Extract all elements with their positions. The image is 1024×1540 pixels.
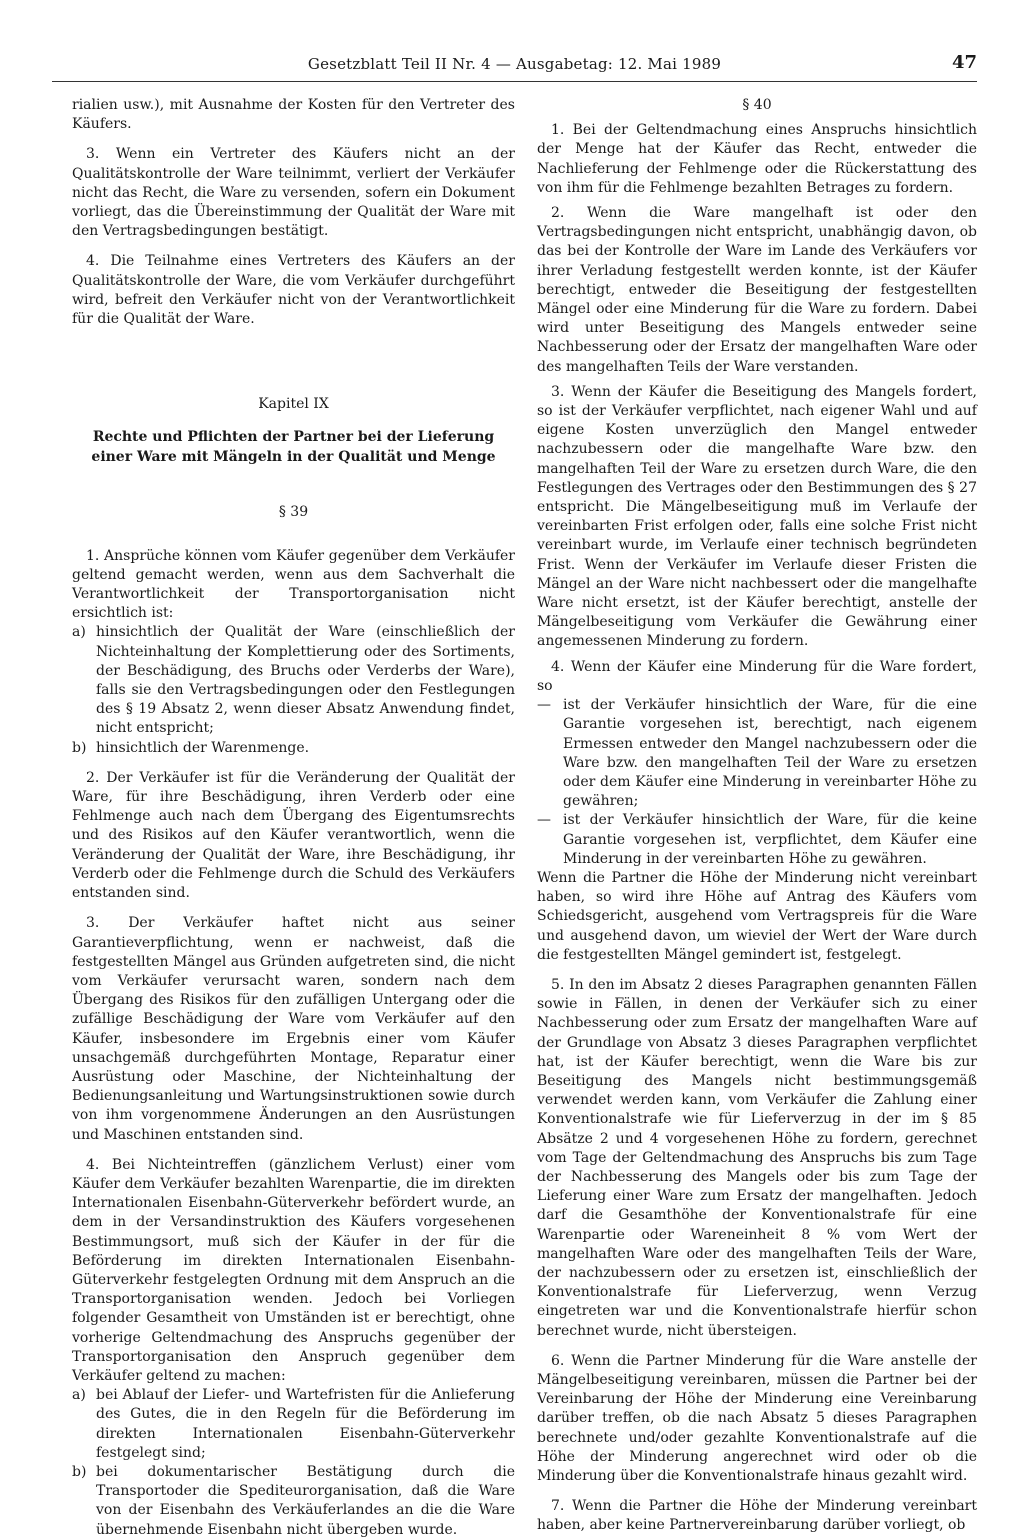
s40-paragraph-3: 3. Wenn der Käufer die Beseitigung des Mangels fordert, so ist der Verkäufer verpflichtet, nach eigener Wahl und auf eigene Kosten unverzüglich den Mangel entweder nachzubessern oder die mangelhafte Ware bzw. den mangelhaften Teil der Ware zu ersetzen durch Ware, die den Festlegungen des Vertrages oder den Bestimmungen des § 27 entspricht. Die Mängelbeseitigung muß im Verlaufe der vereinbarten Frist erfolgen oder, falls eine solche Frist nicht vereinbart wurde, im Verlaufe einer technisch begründeten Frist. Wenn der Verkäufer im Verlaufe dieser Fristen die Mängel an der Ware nicht nachbessert oder die mangelhafte Ware nicht ersetzt, ist der Käufer berechtigt, anstelle der Mängelbeseitigung vom Verkäufer die Gewährung einer angemessenen Minderung zu fordern. bbox=[537, 383, 977, 650]
list-text: hinsichtlich der Qualität der Ware (einschließlich der Nichteinhaltung der Komplettierung oder des Sortiments, der Beschädigung, des Bruchs oder Verderbs der Ware), falls sie den Vertragsbedingungen oder den Festlegungen des § 19 Absatz 2, wenn dieser Absatz Anwendung findet, nicht entspricht; bbox=[96, 624, 515, 737]
list-marker: b) bbox=[72, 739, 87, 756]
list-marker: b) bbox=[72, 1463, 87, 1480]
s40-paragraph-2: 2. Wenn die Ware mangelhaft ist oder den Vertragsbedingungen nicht entspricht, unabhängig davon, ob das bei der Kontrolle der Ware im Lande des Verkäufers vor ihrer Verladung festgestellt werden konnte, ist der Käufer berechtigt, entweder die Beseitigung der festgestellten Mängel oder eine Minderung für die Ware zu fordern. Dabei wird unter Beseitigung des Mangels entweder seine Nachbesserung oder der Ersatz der mangelhaften Ware oder des mangelhaften Teils der Ware verstanden. bbox=[537, 205, 977, 375]
s39-paragraph-1: 1. Ansprüche können vom Käufer gegenüber dem Verkäufer geltend gemacht werden, wenn aus dem Sachverhalt die Verantwortlichkeit der Transportorganisation nicht ersichtlich ist: bbox=[72, 547, 515, 622]
s40-paragraph-6: 6. Wenn die Partner Minderung für die Ware anstelle der Mängelbeseitigung vereinbaren, müssen die Partner bei der Vereinbarung der Höhe der Minderung eine Vereinbarung darüber treffen, ob die nach Absatz 5 dieses Paragraphen berechnete und/oder gezahlte Konventionalstrafe auf die Höhe der Minderung angerechnet wird oder ob die Minderung über die Konventionalstrafe hinaus gezahlt wird. bbox=[537, 1352, 977, 1485]
list-item bbox=[537, 811, 977, 869]
header-rule bbox=[52, 81, 977, 82]
list-text: bei Ablauf der Liefer- und Wartefristen für die Anlieferung des Gutes, die in den Regeln für die Beförderung im direkten Internationalen Eisenbahn-Güterverkehr festgelegt sind; bbox=[96, 1387, 515, 1461]
list-marker: — bbox=[537, 697, 551, 714]
list-item bbox=[72, 1463, 515, 1540]
paragraph-continued: rialien usw.), mit Ausnahme der Kosten für den Vertreter des Käufers. bbox=[72, 97, 515, 133]
section-40-heading: § 40 bbox=[742, 97, 772, 113]
s40-paragraph-1: 1. Bei der Geltendmachung eines Anspruchs hinsichtlich der Menge hat der Käufer das Recht, entweder die Nachlieferung der Fehlmenge oder die Rückerstattung des von ihm für die Fehlmenge bezahlten Betrages zu fordern. bbox=[537, 122, 977, 196]
page-header bbox=[52, 52, 977, 85]
s40-paragraph-4-tail: Wenn die Partner die Höhe der Minderung nicht vereinbart haben, so wird ihre Höhe auf Antrag des Käufers vom Schiedsgericht, ausgehend vom Vertragspreis für die Ware und ausgehend davon, um wieviel der Wert der Ware durch die festgestellten Mängel gemindert ist, festgelegt. bbox=[537, 869, 977, 963]
s40-paragraph-4: 4. Wenn der Käufer eine Minderung für die Ware fordert, so bbox=[537, 658, 977, 694]
list-marker: a) bbox=[72, 1387, 86, 1404]
list-text: ist der Verkäufer hinsichtlich der Ware, für die eine Garantie vorgesehen ist, berechtigt, nach eigenem Ermessen entweder den Mangel nachzubessern oder die Ware bzw. den mangelhaften Teil der Ware zu ersetzen oder dem Käufer eine Minderung in vereinbarter Höhe zu gewähren; bbox=[563, 697, 977, 810]
chapter-title: Rechte und Pflichten der Partner bei der Lieferung einer Ware mit Mängeln in der Qualität und Menge bbox=[91, 429, 496, 465]
s39-paragraph-4: 4. Bei Nichteintreffen (gänzlichem Verlust) einer vom Käufer dem Verkäufer bezahlten Warenpartie, die im direkten Internationalen Eisenbahn-Güterverkehr befördert wurde, an dem in der Versandinstruktion des Käufers vorgesehenen Bestimmungsort, muß sich der Käufer in der für die Beförderung im direkten Internationalen Eisenbahn-Güterverkehr festgelegten Ordnung mit dem Anspruch an die Transportorganisation wenden. Jedoch bei Vorliegen folgender Gesamtheit von Umständen ist er berechtigt, ohne vorherige Geltendmachung des Anspruchs gegenüber der Transportorganisation den Anspruch gegenüber dem Verkäufer geltend zu machen: bbox=[72, 1156, 515, 1384]
s39-paragraph-2: 2. Der Verkäufer ist für die Veränderung der Qualität der Ware, für ihre Beschädigung, ihren Verderb oder eine Fehlmenge auch nach dem Übergang des Eigentumsrechts und des Risikos auf den Käufer verantwortlich, wenn die Veränderung der Qualität der Ware, ihre Beschädigung, ihr Verderb oder die Fehlmenge durch die Schuld des Verkäufers entstanden sind. bbox=[72, 769, 515, 902]
page-number: 47 bbox=[951, 52, 977, 73]
list-item bbox=[72, 1386, 515, 1463]
list-marker: — bbox=[537, 812, 551, 829]
paragraph-3: 3. Wenn ein Vertreter des Käufers nicht an der Qualitätskontrolle der Ware teilnimmt, verliert der Verkäufer nicht das Recht, die Ware zu versenden, sofern ein Dokument vorliegt, das die Übereinstimmung der Qualität der Ware mit den Vertragsbedingungen bestätigt. bbox=[72, 146, 515, 240]
list-item bbox=[72, 623, 515, 738]
s40-paragraph-5: 5. In den im Absatz 2 dieses Paragraphen genannten Fällen sowie in Fällen, in denen der Verkäufer sich zu einer Nachbesserung oder zum Ersatz der mangelhaften Ware auf der Grundlage von Absatz 3 dieses Paragraphen verpflichtet hat, ist der Käufer berechtigt, wenn die Ware bis zur Beseitigung des Mangels nicht bestimmungsgemäß verwendet werden kann, vom Verkäufer die Zahlung einer Konventionalstrafe wie für Lieferverzug in der im § 85 Absätze 2 und 4 vorgesehenen Höhe zu fordern, gerechnet vom Tage der Geltendmachung des Anspruchs bis zum Tage der Nachbesserung des Mangels oder bis zum Tage der Lieferung einer Ware zum Ersatz der mangelhaften. Jedoch darf die Gesamthöhe der Konventionalstrafe für eine Warenpartie oder Wareneinheit 8 % vom Wert der mangelhaften Ware oder des mangelhaften Teils der Ware, der nachzubessern oder zu ersetzen ist, einschließlich der Konventionalstrafe für Lieferverzug, wenn Verzug eingetreten war und die Konventionalstrafe hierfür schon berechnet wurde, nicht übersteigen. bbox=[537, 976, 977, 1339]
left-column bbox=[72, 96, 515, 1540]
list-text: bei dokumentarischer Bestätigung durch die Transportoder die Speditеurorganisation, daß die Ware von der Eisenbahn des Verkäuferlandes an die die Ware übernehmende Eisenbahn nicht übergeben wurde. bbox=[96, 1463, 515, 1538]
paragraph-4: 4. Die Teilnahme eines Vertreters des Käufers an der Qualitätskontrolle der Ware, die vom Verkäufer durchgeführt wird, befreit den Verkäufer nicht von der Verantwortlichkeit für die Qualität der Ware. bbox=[72, 253, 515, 328]
list-item bbox=[72, 739, 515, 758]
right-column bbox=[537, 96, 977, 1536]
list-text: hinsichtlich der Warenmenge. bbox=[96, 739, 310, 756]
list-marker: a) bbox=[72, 624, 86, 641]
running-title: Gesetzblatt Teil II Nr. 4 — Ausgabetag: 12. Mai 1989 bbox=[307, 55, 722, 73]
list-item bbox=[537, 696, 977, 811]
s39-paragraph-3: 3. Der Verkäufer haftet nicht aus seiner Garantieverpflichtung, wenn er nachweist, daß die festgestellten Mängel aus Gründen aufgetreten sind, die nicht vom Verkäufer verursacht waren, sondern nach dem Übergang des Risikos für den zufälligen Untergang oder die zufällige Beschädigung der Ware vom Verkäufer auf den Käufer, insbesondere im Ergebnis einer vom Käufer unsachgemäß durchgeführten Montage, Reparatur einer Ausrüstung oder Maschine, der Nichteinhaltung der Bedienungsanleitung und Wartungsinstruktionen sowie durch von ihm vorgenommene Änderungen an den Ausrüstungen und Maschinen entstanden sind. bbox=[72, 915, 515, 1143]
s40-paragraph-7: 7. Wenn die Partner die Höhe der Minderung vereinbart haben, aber keine Partnervereinbarung darüber vorliegt, ob bbox=[537, 1498, 977, 1534]
section-39-heading: § 39 bbox=[278, 504, 309, 521]
list-text: ist der Verkäufer hinsichtlich der Ware, für die keine Garantie vorgesehen ist, verpflichtet, dem Käufer eine Minderung in der vereinbarten Höhe zu gewähren. bbox=[563, 812, 977, 867]
chapter-heading: Kapitel IX bbox=[258, 396, 329, 413]
